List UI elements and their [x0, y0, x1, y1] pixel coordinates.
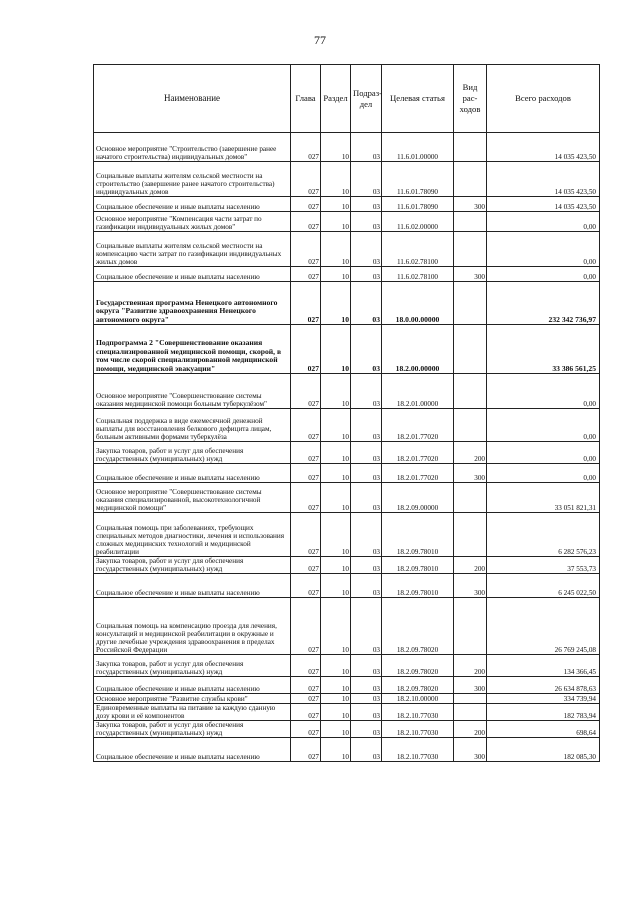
row-target: 11.6.01.78090 [382, 197, 454, 212]
header-total: Всего расходов [487, 65, 600, 133]
row-name: Социальная поддержка в виде ежемесячной денежной выплаты для восстановления белкового дефицита лицам, больным активными формами туберкулёза [94, 409, 291, 442]
row-section: 10 [321, 513, 351, 557]
header-subsection: Подраз-дел [351, 65, 382, 133]
row-name: Подпрограмма 2 "Совершенствование оказания специализированной медицинской помощи, скорой, в том числе скорой специализированной медицинской помощи, медицинской эвакуации" [94, 325, 291, 374]
row-total: 0,00 [487, 232, 600, 267]
row-chapter: 027 [291, 721, 321, 738]
row-type: 200 [454, 442, 487, 464]
row-total: 334 739,94 [487, 694, 600, 704]
table-row [94, 513, 600, 557]
row-section: 10 [321, 282, 351, 325]
row-type [454, 704, 487, 721]
row-name: Социальные выплаты жителям сельской местности на строительство (завершение ранее начатого строительства) индивидуальных домов [94, 162, 291, 197]
row-name: Социальная помощь на компенсацию проезда для лечения, консультаций и медицинской реабилитации в окружные и другие лечебные учреждения здравоохранения в пределах Российской Федерации [94, 598, 291, 655]
row-chapter: 027 [291, 694, 321, 704]
table-row [94, 677, 600, 694]
row-target: 11.6.01.78090 [382, 162, 454, 197]
table-row [94, 267, 600, 282]
row-chapter: 027 [291, 483, 321, 513]
row-section: 10 [321, 677, 351, 694]
row-target: 18.2.09.78010 [382, 513, 454, 557]
row-name: Социальное обеспечение и иные выплаты населению [94, 574, 291, 598]
row-chapter: 027 [291, 212, 321, 232]
row-subsection: 03 [351, 738, 382, 762]
row-name: Социальная помощь при заболеваниях, требующих специальных методов диагностики, лечения и использования сложных медицинских технологий и медицинской реабилитации [94, 513, 291, 557]
table-row [94, 442, 600, 464]
row-subsection: 03 [351, 267, 382, 282]
table-row [94, 409, 600, 442]
table-row [94, 704, 600, 721]
table-row [94, 325, 600, 374]
row-total: 0,00 [487, 374, 600, 409]
row-name: Основное мероприятие "Компенсация части затрат по газификации индивидуальных жилых домов" [94, 212, 291, 232]
row-section: 10 [321, 598, 351, 655]
row-subsection: 03 [351, 325, 382, 374]
row-subsection: 03 [351, 212, 382, 232]
table-row [94, 464, 600, 483]
row-subsection: 03 [351, 598, 382, 655]
row-name: Основное мероприятие "Совершенствование системы оказания медицинской помощи больным туберкулёзом" [94, 374, 291, 409]
row-subsection: 03 [351, 282, 382, 325]
row-name: Основное мероприятие "Совершенствование системы оказания специализированной, высокотехнологичной медицинской помощи" [94, 483, 291, 513]
row-total: 14 035 423,50 [487, 197, 600, 212]
row-type: 300 [454, 267, 487, 282]
row-target: 18.2.01.00000 [382, 374, 454, 409]
row-type [454, 409, 487, 442]
row-total: 26 634 878,63 [487, 677, 600, 694]
row-total: 14 035 423,50 [487, 133, 600, 162]
row-chapter: 027 [291, 267, 321, 282]
row-subsection: 03 [351, 483, 382, 513]
row-target: 11.6.02.78100 [382, 232, 454, 267]
row-type [454, 232, 487, 267]
row-subsection: 03 [351, 513, 382, 557]
row-total: 182 783,94 [487, 704, 600, 721]
row-section: 10 [321, 738, 351, 762]
row-chapter: 027 [291, 232, 321, 267]
table-row [94, 694, 600, 704]
row-type: 300 [454, 677, 487, 694]
row-target: 18.2.09.78020 [382, 655, 454, 677]
table-row [94, 574, 600, 598]
row-total: 134 366,45 [487, 655, 600, 677]
row-subsection: 03 [351, 655, 382, 677]
row-target: 18.2.01.77020 [382, 442, 454, 464]
row-type [454, 483, 487, 513]
row-name: Основное мероприятие "Строительство (завершение ранее начатого строительства) индивидуальных домов" [94, 133, 291, 162]
row-type: 300 [454, 574, 487, 598]
row-name: Социальное обеспечение и иные выплаты населению [94, 267, 291, 282]
row-section: 10 [321, 212, 351, 232]
header-target: Целевая статья [382, 65, 454, 133]
table-row [94, 655, 600, 677]
row-section: 10 [321, 483, 351, 513]
row-total: 182 085,30 [487, 738, 600, 762]
budget-table [93, 64, 600, 762]
row-section: 10 [321, 133, 351, 162]
row-section: 10 [321, 694, 351, 704]
row-target: 18.2.01.77020 [382, 464, 454, 483]
row-type: 300 [454, 738, 487, 762]
row-total: 37 553,73 [487, 557, 600, 574]
row-name: Социальное обеспечение и иные выплаты населению [94, 464, 291, 483]
row-target: 18.2.09.78020 [382, 598, 454, 655]
row-subsection: 03 [351, 694, 382, 704]
row-chapter: 027 [291, 162, 321, 197]
row-total: 14 035 423,50 [487, 162, 600, 197]
row-total: 33 386 561,25 [487, 325, 600, 374]
table-row [94, 557, 600, 574]
table-row [94, 197, 600, 212]
header-section: Раздел [321, 65, 351, 133]
row-subsection: 03 [351, 197, 382, 212]
table-row [94, 232, 600, 267]
row-total: 33 051 821,31 [487, 483, 600, 513]
page-number: 77 [314, 33, 326, 47]
table-row [94, 282, 600, 325]
row-target: 11.6.02.00000 [382, 212, 454, 232]
row-name: Основное мероприятие "Развитие службы крови" [94, 694, 291, 704]
row-type: 200 [454, 557, 487, 574]
row-chapter: 027 [291, 409, 321, 442]
row-target: 18.0.00.00000 [382, 282, 454, 325]
row-section: 10 [321, 721, 351, 738]
row-chapter: 027 [291, 557, 321, 574]
row-chapter: 027 [291, 282, 321, 325]
row-section: 10 [321, 409, 351, 442]
row-total: 0,00 [487, 464, 600, 483]
row-chapter: 027 [291, 738, 321, 762]
row-type [454, 212, 487, 232]
row-target: 11.6.02.78100 [382, 267, 454, 282]
row-chapter: 027 [291, 704, 321, 721]
row-target: 18.2.10.77030 [382, 738, 454, 762]
table-row [94, 721, 600, 738]
row-name: Социальные выплаты жителям сельской местности на компенсацию части затрат по газификации индивидуальных жилых домов [94, 232, 291, 267]
row-type: 200 [454, 655, 487, 677]
row-chapter: 027 [291, 133, 321, 162]
row-name: Социальное обеспечение и иные выплаты населению [94, 677, 291, 694]
row-subsection: 03 [351, 464, 382, 483]
row-chapter: 027 [291, 574, 321, 598]
row-type [454, 374, 487, 409]
row-target: 18.2.00.00000 [382, 325, 454, 374]
row-subsection: 03 [351, 557, 382, 574]
row-section: 10 [321, 442, 351, 464]
row-section: 10 [321, 464, 351, 483]
row-name: Социальное обеспечение и иные выплаты населению [94, 197, 291, 212]
row-section: 10 [321, 232, 351, 267]
row-target: 18.2.10.77030 [382, 704, 454, 721]
row-chapter: 027 [291, 598, 321, 655]
row-chapter: 027 [291, 374, 321, 409]
row-total: 698,64 [487, 721, 600, 738]
row-total: 26 769 245,08 [487, 598, 600, 655]
row-type [454, 162, 487, 197]
row-target: 18.2.09.78010 [382, 557, 454, 574]
row-target: 18.2.01.77020 [382, 409, 454, 442]
row-type [454, 694, 487, 704]
row-type: 200 [454, 721, 487, 738]
header-row [94, 65, 600, 133]
table-row [94, 133, 600, 162]
row-chapter: 027 [291, 464, 321, 483]
row-chapter: 027 [291, 655, 321, 677]
row-name: Социальное обеспечение и иные выплаты населению [94, 738, 291, 762]
row-total: 232 342 736,97 [487, 282, 600, 325]
table-row [94, 598, 600, 655]
table-row [94, 162, 600, 197]
row-total: 6 245 022,50 [487, 574, 600, 598]
row-subsection: 03 [351, 677, 382, 694]
table-row [94, 738, 600, 762]
row-chapter: 027 [291, 197, 321, 212]
header-type: Вид рас-ходов [454, 65, 487, 133]
table-row [94, 212, 600, 232]
row-type: 300 [454, 464, 487, 483]
row-chapter: 027 [291, 513, 321, 557]
row-subsection: 03 [351, 133, 382, 162]
row-section: 10 [321, 574, 351, 598]
row-target: 18.2.10.77030 [382, 721, 454, 738]
row-total: 0,00 [487, 442, 600, 464]
table-row [94, 483, 600, 513]
row-total: 0,00 [487, 409, 600, 442]
row-subsection: 03 [351, 162, 382, 197]
row-subsection: 03 [351, 721, 382, 738]
row-subsection: 03 [351, 704, 382, 721]
row-chapter: 027 [291, 325, 321, 374]
row-chapter: 027 [291, 677, 321, 694]
row-section: 10 [321, 267, 351, 282]
row-name: Государственная программа Ненецкого автономного округа "Развитие здравоохранения Ненецкого автономного округа" [94, 282, 291, 325]
row-type [454, 325, 487, 374]
row-name: Единовременные выплаты на питание за каждую сданную дозу крови и её компонентов [94, 704, 291, 721]
row-section: 10 [321, 655, 351, 677]
row-section: 10 [321, 197, 351, 212]
row-section: 10 [321, 374, 351, 409]
header-chapter: Глава [291, 65, 321, 133]
row-section: 10 [321, 325, 351, 374]
row-total: 6 282 576,23 [487, 513, 600, 557]
row-type: 300 [454, 197, 487, 212]
row-target: 11.6.01.00000 [382, 133, 454, 162]
row-target: 18.2.09.78010 [382, 574, 454, 598]
table-row [94, 374, 600, 409]
row-section: 10 [321, 557, 351, 574]
row-subsection: 03 [351, 574, 382, 598]
row-target: 18.2.09.00000 [382, 483, 454, 513]
row-subsection: 03 [351, 232, 382, 267]
row-total: 0,00 [487, 267, 600, 282]
row-subsection: 03 [351, 374, 382, 409]
row-subsection: 03 [351, 442, 382, 464]
row-type [454, 133, 487, 162]
row-target: 18.2.10.00000 [382, 694, 454, 704]
row-name: Закупка товаров, работ и услуг для обеспечения государственных (муниципальных) нужд [94, 442, 291, 464]
row-section: 10 [321, 162, 351, 197]
row-type [454, 513, 487, 557]
header-name: Наименование [94, 65, 291, 133]
row-subsection: 03 [351, 409, 382, 442]
row-type [454, 282, 487, 325]
row-chapter: 027 [291, 442, 321, 464]
row-section: 10 [321, 704, 351, 721]
row-name: Закупка товаров, работ и услуг для обеспечения государственных (муниципальных) нужд [94, 557, 291, 574]
row-target: 18.2.09.78020 [382, 677, 454, 694]
row-type [454, 598, 487, 655]
row-name: Закупка товаров, работ и услуг для обеспечения государственных (муниципальных) нужд [94, 655, 291, 677]
row-name: Закупка товаров, работ и услуг для обеспечения государственных (муниципальных) нужд [94, 721, 291, 738]
row-total: 0,00 [487, 212, 600, 232]
